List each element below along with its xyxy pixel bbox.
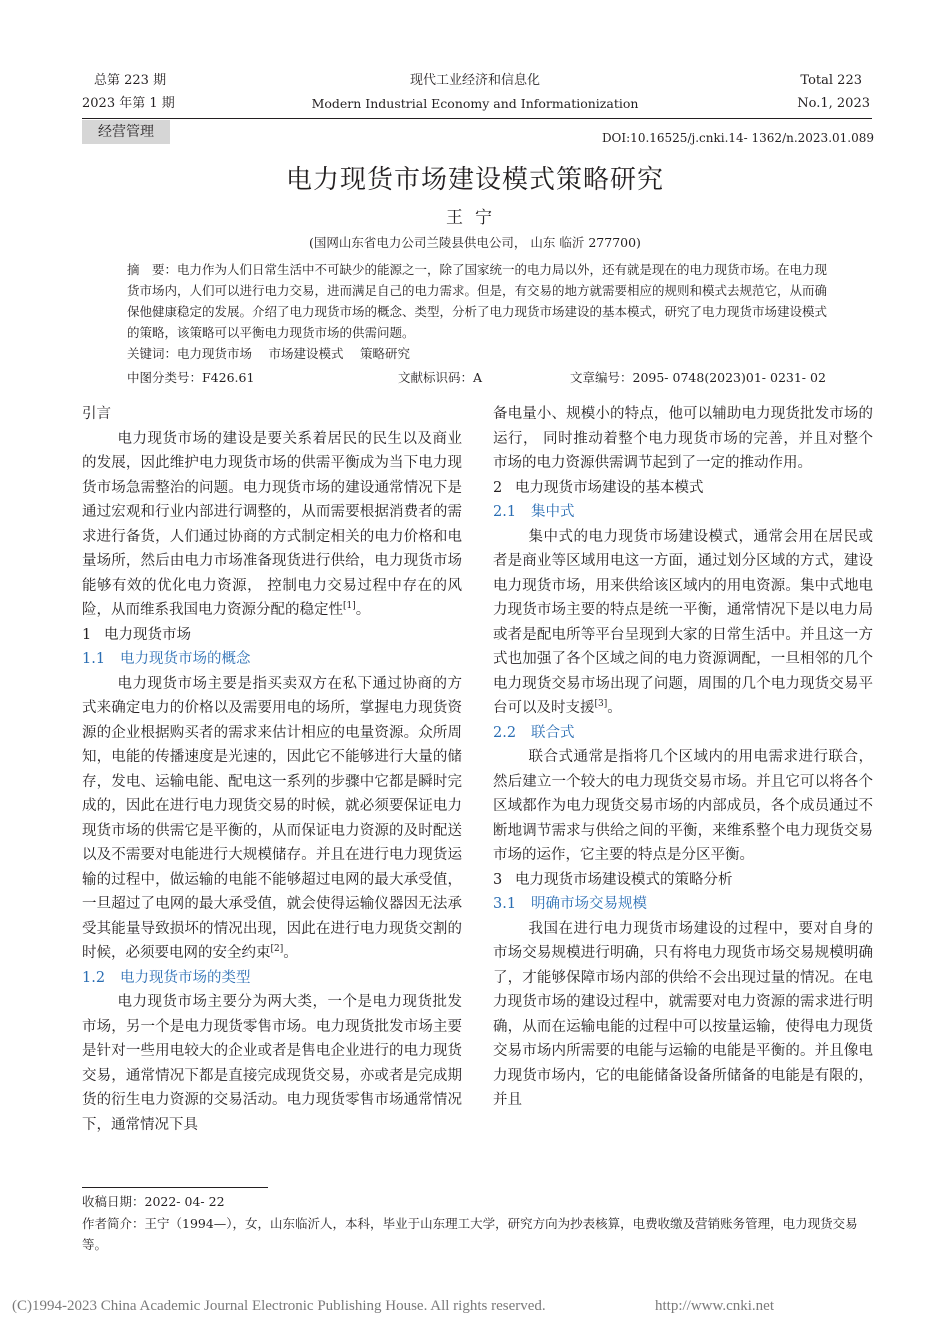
keywords: 关键词：电力现货市场 市场建设模式 策略研究	[127, 346, 410, 361]
section-2-heading: 2 电力现货市场建设的基本模式	[493, 479, 704, 496]
received-date: 收稿日期：2022- 04- 22	[82, 1194, 225, 1209]
intro-heading: 引言	[82, 406, 111, 422]
header-rule	[82, 118, 872, 119]
issue-number-en: No.1, 2023	[797, 96, 870, 111]
footnote-rule	[82, 1187, 268, 1188]
issue-total-cn: 总第 223 期	[94, 73, 167, 88]
document-code: 文献标识码：A	[398, 370, 483, 385]
author-name: 王宁	[446, 208, 504, 228]
section-1-2-paragraph: 电力现货市场主要分为两大类，一个是电力现货批发市场，另一个是电力现货零售市场。电力现货批发市场主要是针对一些用电较大的企业或者是售电企业进行的电力现货交易，通常情况下都是直接完成现货交易，亦或者是完成期货的衍生电力资源的交易活动。电力现货零售市场通常情况下，通常情况下具	[82, 994, 462, 1133]
section-3-heading: 3 电力现货市场建设模式的策略分析	[493, 871, 733, 888]
copyright-watermark: (C)1994-2023 China Academic Journal Electronic Publishing House. All rights reserved.	[12, 1298, 546, 1314]
section-3-1-heading: 3.1 明确市场交易规模	[493, 896, 647, 912]
clc-number: 中图分类号：F426.61	[127, 370, 255, 385]
journal-name-cn: 现代工业经济和信息化	[409, 73, 540, 88]
author-affiliation: (国网山东省电力公司兰陵县供电公司， 山东 临沂 277700)	[309, 235, 641, 250]
article-title: 电力现货市场建设模式策略研究	[285, 165, 664, 195]
body-right-column	[493, 402, 873, 1113]
section-2-2-paragraph: 联合式通常是指将几个区域内的用电需求进行联合，然后建立一个较大的电力现货交易市场。并且它可以将各个区域都作为电力现货交易市场的内部成员，各个成员通过不断地调节需求与供给之间的平衡，来维系整个电力现货交易市场的运作，它主要的特点是分区平衡。	[493, 749, 873, 863]
ref-1: [1]	[343, 601, 356, 612]
cnki-url[interactable]: http://www.cnki.net	[655, 1298, 775, 1314]
issue-total-en: Total 223	[800, 73, 862, 88]
section-1-2-heading: 1.2 电力现货市场的类型	[82, 969, 251, 986]
section-2-1-paragraph: 集中式的电力现货市场建设模式，通常会用在居民或者是商业等区域用电这一方面，通过划分区域的方式，建设电力现货市场，用来供给该区域内的用电资源。集中式地电力现货市场主要的特点是统一平衡，通常情况下是以电力局或者是配电所等平台呈现到大家的日常生活中。并且这一方式也加强了各个区域之间的电力资源调配，一旦相邻的几个电力现货交易市场出现了问题，周围的几个电力现货交易平台可以及时支援[3]。	[493, 528, 873, 716]
abstract: 摘 要：电力作为人们日常生活中不可缺少的能源之一，除了国家统一的电力局以外，还有就是现在的电力现货市场。在电力现货市场内，人们可以进行电力交易，进而满足自己的电力需求。但是，有交易的地方就需要相应的规则和模式去规范它，从而确保他健康稳定的发展。介绍了电力现货市场的概念、类型，分析了电力现货市场建设的基本模式，研究了电力现货市场建设模式的策略，该策略可以平衡电力现货市场的供需问题。	[127, 262, 828, 340]
section-tag: 经营管理	[82, 120, 170, 144]
continued-paragraph: 备电量小、规模小的特点，他可以辅助电力现货批发市场的运行， 同时推动着整个电力现货市场的完善，并且对整个市场的电力资源供需调节起到了一定的推动作用。	[493, 406, 873, 471]
author-bio: 作者简介：王宁（1994—），女，山东临沂人，本科，毕业于山东理工大学，研究方向为抄表核算，电费收缴及营销账务管理，电力现货交易等。	[82, 1216, 858, 1252]
section-2-1-heading: 2.1 集中式	[493, 504, 575, 520]
intro-paragraph: 电力现货市场的建设是要关系着居民的民生以及商业的发展，因此维护电力现货市场的供需平衡成为当下电力现货市场急需整治的问题。电力现货市场的建设通常情况下是通过宏观和行业内部进行调整的，从而需要根据消费者的需求进行备货，人们通过协商的方式制定相关的电力价格和电量场所，然后由电力市场准备现货进行供给，电力现货市场能够有效的优化电力资源， 控制电力交易过程中存在的风险，从而维系我国电力资源分配的稳定性[1]。	[82, 430, 462, 618]
doi: DOI:10.16525/j.cnki.14- 1362/n.2023.01.089	[601, 131, 874, 145]
issue-year-cn: 2023 年第 1 期	[82, 96, 175, 111]
ref-3: [3]	[594, 699, 608, 710]
section-2-2-heading: 2.2 联合式	[493, 724, 575, 741]
section-3-1-paragraph: 我国在进行电力现货市场建设的过程中，要对自身的市场交易规模进行明确，只有将电力现货市场交易规模明确了，才能够保障市场内部的供给不会出现过量的情况。在电力现货市场的建设过程中，就需要对电力资源的需求进行明确，从而在运输电能的过程中可以按量运输，使得电力现货交易市场内所需要的电能与运输的电能是平衡的。并且像电力现货市场内，它的电能储备设备所储备的电能是有限的，并且	[493, 920, 873, 1108]
section-1-heading: 1 电力现货市场	[82, 626, 191, 643]
body-left-column	[82, 402, 462, 1137]
article-number: 文章编号：2095- 0748(2023)01- 0231- 02	[570, 370, 826, 385]
section-1-1-paragraph: 电力现货市场主要是指买卖双方在私下通过协商的方式来确定电力的价格以及需要用电的场所，掌握电力现货资源的企业根据购买者的需求来估计相应的电量资源。众所周知，电能的传播速度是光速的，因此它不能够进行大量的储存，发电、运输电能、配电这一系列的步骤中它都是瞬时完成的，因此在进行电力现货交易的时候，就必须要保证电力现货市场的供需它是平衡的，从而保证电力资源的及时配送以及不需要对电能进行大规模储存。并且在进行电力现货运输的过程中，做运输的电能不能够超过电网的最大承受值，一旦超过了电网的最大承受值，就会使得运输仪器因无法承受其能量导致损坏的情况出现，因此在进行电力现货交割的时候，必须要电网的安全约束[2]。	[82, 675, 462, 961]
journal-name-en: Modern Industrial Economy and Informationization	[311, 96, 639, 111]
ref-2: [2]	[270, 944, 284, 955]
section-1-1-heading: 1.1 电力现货市场的概念	[82, 651, 251, 667]
